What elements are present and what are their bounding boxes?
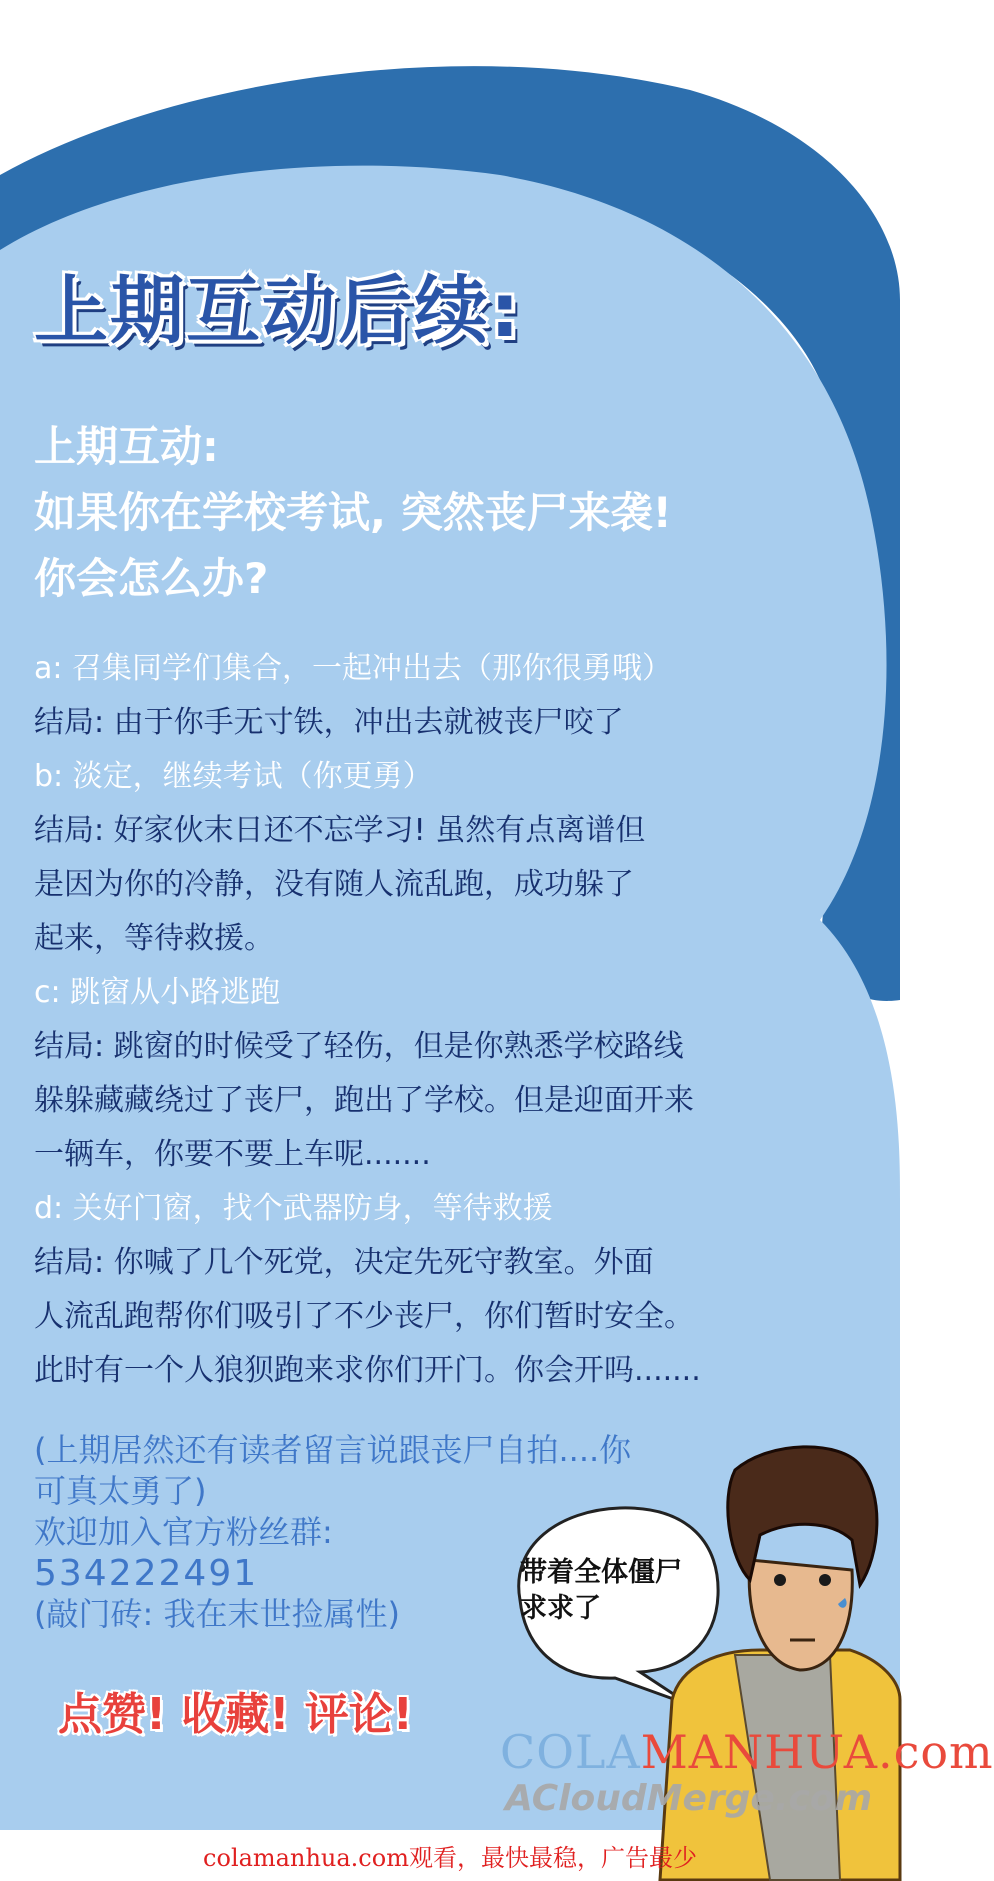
content-line: 一辆车，你要不要上车呢.......	[34, 1137, 431, 1172]
watermark-colamanhua	[500, 1725, 994, 1779]
content-line: 人流乱跑帮你们吸引了不少丧尸，你们暂时安全。	[34, 1299, 694, 1334]
watermark-manhua: MANHUA	[640, 1725, 878, 1779]
content-line: 是因为你的冷静，没有随人流乱跑，成功躲了	[34, 867, 634, 902]
content-line: b: 淡定，继续考试（你更勇）	[34, 759, 433, 794]
speech-line-1: 带着全体僵尸	[520, 1557, 682, 1588]
speech-line-2: 求求了	[520, 1593, 601, 1624]
watermark-com: .com	[877, 1725, 994, 1779]
content-line: 结局: 好家伙末日还不忘学习! 虽然有点离谱但	[34, 813, 646, 848]
call-to-action: 点赞! 收藏! 评论!	[58, 1689, 413, 1740]
question-line-2: 你会怎么办?	[34, 554, 269, 603]
note-line-1: (上期居然还有读者留言说跟丧尸自拍....你	[34, 1431, 632, 1469]
note-line-4: (敲门砖: 我在末世捡属性)	[34, 1595, 400, 1633]
watermark-acloudmerge: ACloudMerge.com	[505, 1778, 873, 1819]
content-line: 结局: 由于你手无寸铁，冲出去就被丧尸咬了	[34, 705, 624, 740]
options-and-results	[34, 642, 854, 1398]
note-line-2: 可真太勇了)	[34, 1472, 207, 1510]
group-number: 534222491	[34, 1553, 259, 1594]
content-line: 此时有一个人狼狈跑来求你们开门。你会开吗.......	[34, 1353, 701, 1388]
question-line-1: 如果你在学校考试, 突然丧尸来袭!	[34, 488, 672, 537]
content-line: 躲躲藏藏绕过了丧尸，跑出了学校。但是迎面开来	[34, 1083, 694, 1118]
content-line: 结局: 跳窗的时候受了轻伤，但是你熟悉学校路线	[34, 1029, 684, 1064]
question-heading: 上期互动:	[34, 422, 219, 471]
note-line-3: 欢迎加入官方粉丝群:	[34, 1513, 333, 1551]
content-line: 结局: 你喊了几个死党，决定先死守教室。外面	[34, 1245, 654, 1280]
content-line: d: 关好门窗，找个武器防身，等待救援	[34, 1191, 553, 1226]
content-line: a: 召集同学们集合，一起冲出去（那你很勇哦）	[34, 651, 673, 686]
watermark-cola: COLA	[500, 1725, 641, 1779]
speech-bubble-text	[520, 1555, 720, 1627]
page-title: 上期互动后续:	[34, 268, 522, 354]
content-line: 起来，等待救援。	[34, 921, 274, 956]
content-line: c: 跳窗从小路逃跑	[34, 975, 281, 1010]
footer-text: colamanhua.com观看，最快最稳，广告最少	[203, 1844, 697, 1872]
